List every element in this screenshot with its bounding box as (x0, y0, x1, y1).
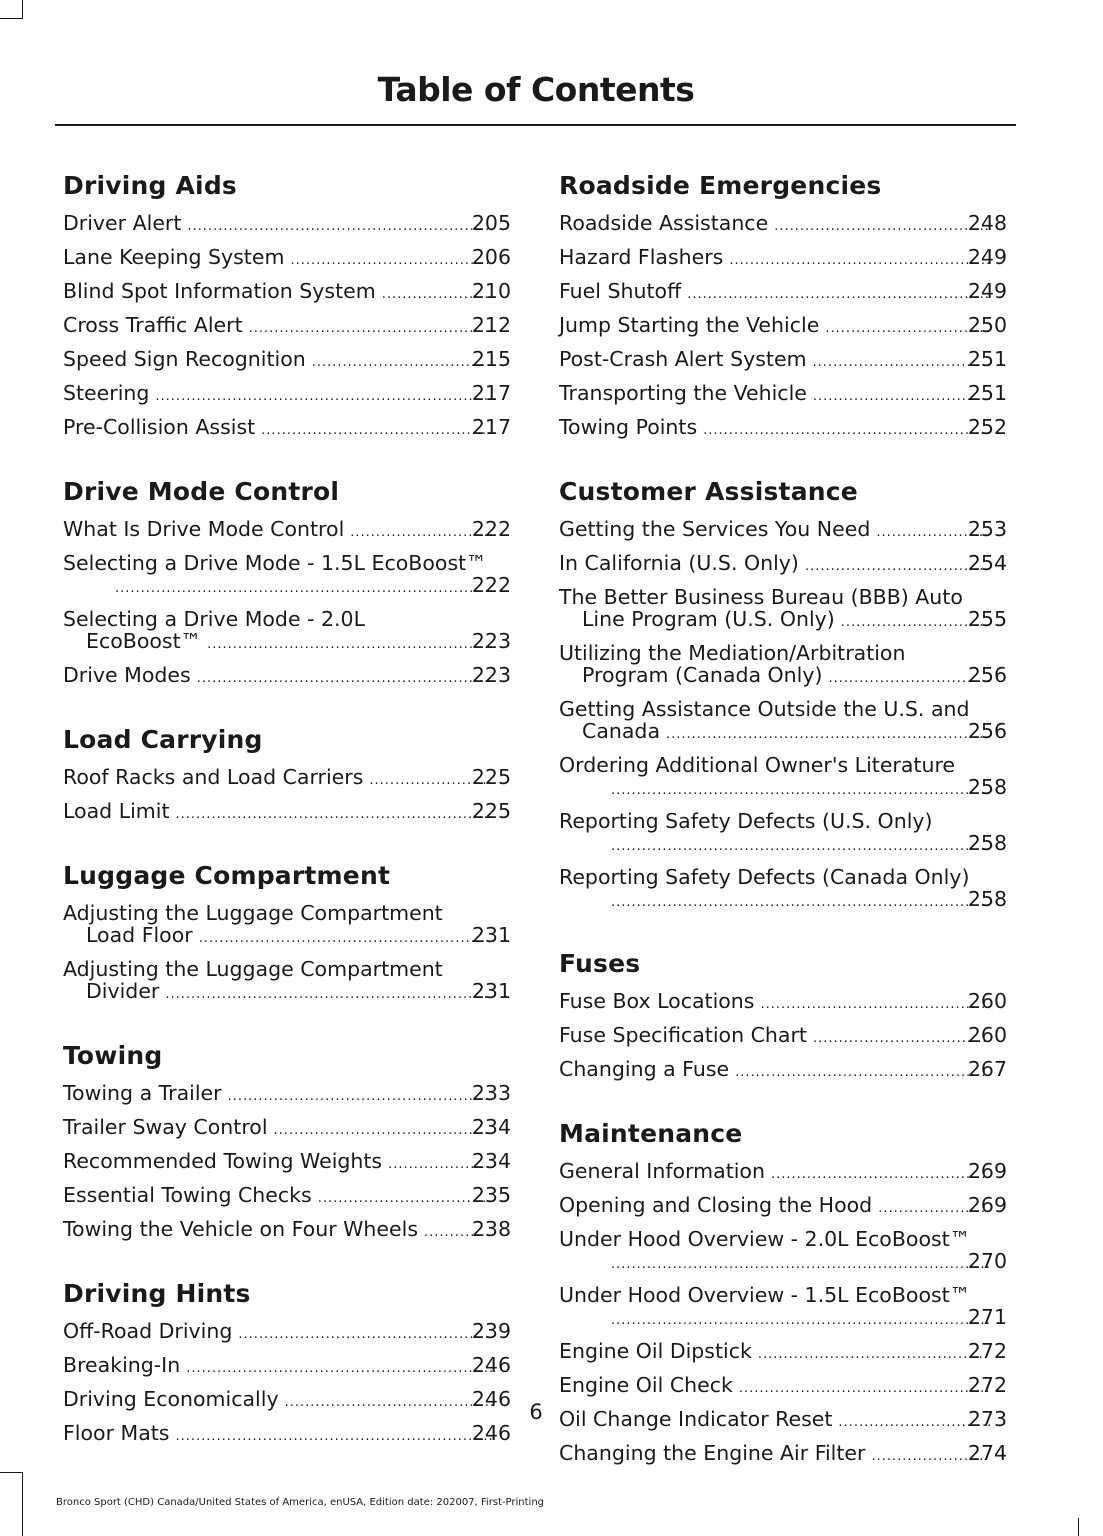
section-heading: Fuses (559, 949, 641, 978)
toc-entry[interactable] (63, 660, 511, 694)
toc-entry[interactable] (63, 1078, 511, 1112)
toc-entry[interactable] (63, 1316, 511, 1350)
toc-entry[interactable] (559, 582, 1007, 638)
toc-entry-row (63, 1421, 511, 1448)
toc-entry-row (559, 279, 1007, 306)
toc-entry-row (63, 211, 511, 238)
title-rule (55, 124, 1016, 126)
toc-page-number: 271 (967, 1305, 1007, 1329)
section-heading: Maintenance (559, 1119, 743, 1148)
toc-entry-row (559, 1159, 1007, 1186)
toc-entry[interactable] (63, 242, 511, 276)
toc-entry-row (559, 245, 1007, 272)
dot-leader (199, 928, 494, 950)
toc-entry-row (63, 1217, 511, 1244)
toc-section (559, 168, 1007, 446)
toc-entry-label: Adjusting the Luggage Compartment (63, 957, 443, 981)
crop-mark-bottom-left-h (0, 1472, 22, 1473)
toc-page-number: 253 (967, 517, 1007, 541)
toc-entry-label: Floor Mats (63, 1421, 170, 1445)
toc-page-number: 258 (967, 775, 1007, 799)
toc-entry-row (63, 799, 511, 826)
toc-entry[interactable] (559, 1156, 1007, 1190)
toc-entry[interactable] (559, 694, 1007, 750)
toc-entry-row (582, 1306, 1007, 1332)
toc-page-number: 272 (967, 1339, 1007, 1363)
toc-entry-row (63, 1149, 511, 1176)
toc-entry-row (559, 989, 1007, 1016)
toc-entry-label: Roadside Assistance (559, 211, 769, 235)
dot-leader (771, 1164, 990, 1186)
dot-leader (318, 1188, 494, 1210)
toc-entry-label: What Is Drive Mode Control (63, 517, 345, 541)
section-heading: Luggage Compartment (63, 861, 391, 890)
toc-entry-row (559, 1339, 1007, 1366)
toc-entry-label: Cross Traffic Alert (63, 313, 243, 337)
toc-entry-row (582, 608, 1007, 634)
toc-entry-row (63, 279, 511, 306)
toc-entry-label: Reporting Safety Defects (Canada Only) (559, 865, 970, 889)
section-heading: Load Carrying (63, 725, 263, 754)
toc-entry-label: Fuse Box Locations (559, 989, 755, 1013)
toc-page-number: 248 (967, 211, 1007, 235)
toc-entry[interactable] (559, 276, 1007, 310)
toc-entry-label: Driver Alert (63, 211, 182, 235)
dot-leader (760, 994, 989, 1016)
toc-entry-label: Jump Starting the Vehicle (559, 313, 820, 337)
toc-entry[interactable] (559, 514, 1007, 548)
toc-entry[interactable] (559, 1336, 1007, 1370)
toc-entry-label: Towing a Trailer (63, 1081, 222, 1105)
toc-page-number: 246 (471, 1353, 511, 1377)
toc-entry-label: Off-Road Driving (63, 1319, 233, 1343)
toc-entry[interactable] (63, 1112, 511, 1146)
toc-page-number: 225 (471, 799, 511, 823)
page-title: Table of Contents (377, 70, 695, 109)
crop-mark-bottom-right-v (1078, 1518, 1079, 1536)
toc-entry-label: Towing Points (559, 415, 698, 439)
dot-leader (703, 420, 990, 442)
toc-page-number: 233 (471, 1081, 511, 1105)
toc-page-number: 252 (967, 415, 1007, 439)
toc-entry-label: Speed Sign Recognition (63, 347, 306, 371)
toc-entry[interactable] (63, 604, 511, 660)
toc-entry-row (559, 381, 1007, 408)
toc-page-number: 217 (471, 415, 511, 439)
toc-entry[interactable] (559, 1224, 1007, 1280)
toc-entry-label: Changing a Fuse (559, 1057, 730, 1081)
toc-page-number: 274 (967, 1441, 1007, 1465)
toc-entry-label: Program (Canada Only) (582, 663, 823, 687)
dot-leader (611, 836, 990, 858)
toc-entry-label: Hazard Flashers (559, 245, 724, 269)
section-heading: Roadside Emergencies (559, 171, 882, 200)
toc-page-number: 256 (967, 663, 1007, 687)
toc-entry-label: Changing the Engine Air Filter (559, 1441, 866, 1465)
dot-leader (739, 1378, 990, 1400)
toc-entry-label: Line Program (U.S. Only) (582, 607, 835, 631)
footer-edition: Bronco Sport (CHD) Canada/United States of America, enUSA, Edition date: 202007, First-Printing (56, 1497, 545, 1508)
dot-leader (825, 318, 990, 340)
section-heading: Drive Mode Control (63, 477, 340, 506)
section-heading: Towing (63, 1041, 163, 1070)
toc-page-number: 215 (471, 347, 511, 371)
dot-leader (228, 1086, 494, 1108)
toc-entry-row (559, 1193, 1007, 1220)
toc-entry-row (582, 776, 1007, 802)
toc-entry-row (63, 765, 511, 792)
dot-leader (175, 1426, 493, 1448)
toc-page-number: 235 (471, 1183, 511, 1207)
toc-entry[interactable] (63, 548, 511, 604)
toc-section (63, 474, 511, 694)
dot-leader (758, 1344, 990, 1366)
toc-page-number: 212 (471, 313, 511, 337)
toc-entry[interactable] (63, 310, 511, 344)
dot-leader (207, 634, 494, 656)
dot-leader (249, 318, 494, 340)
toc-entry-row (559, 211, 1007, 238)
toc-entry-label: Under Hood Overview - 1.5L EcoBoost™ (559, 1283, 971, 1307)
toc-page-number: 270 (967, 1249, 1007, 1273)
toc-entry-row (63, 415, 511, 442)
toc-section (559, 946, 1007, 1088)
toc-entry[interactable] (559, 344, 1007, 378)
toc-entry-row (559, 1057, 1007, 1084)
toc-right-column (559, 168, 1007, 1500)
dot-leader (115, 578, 494, 600)
toc-entry[interactable] (559, 638, 1007, 694)
toc-entry-label: Fuse Specification Chart (559, 1023, 807, 1047)
toc-entry[interactable] (63, 514, 511, 548)
dot-leader (197, 668, 494, 690)
toc-entry[interactable] (559, 1280, 1007, 1336)
dot-leader (176, 804, 494, 826)
toc-section (63, 722, 511, 830)
toc-page-number: 222 (471, 573, 511, 597)
toc-entry-row (582, 832, 1007, 858)
toc-page-number: 273 (967, 1407, 1007, 1431)
toc-page-number: 260 (967, 1023, 1007, 1047)
toc-entry-row (63, 1081, 511, 1108)
dot-leader (813, 386, 990, 408)
toc-page-number: 210 (471, 279, 511, 303)
toc-entry-row (582, 888, 1007, 914)
dot-leader (729, 250, 990, 272)
toc-entry-label: Trailer Sway Control (63, 1115, 268, 1139)
toc-page-number: 246 (471, 1421, 511, 1445)
toc-entry-row (86, 574, 511, 600)
toc-page-number: 225 (471, 765, 511, 789)
toc-entry-row (559, 1373, 1007, 1400)
toc-entry[interactable] (559, 986, 1007, 1020)
toc-entry-label: Getting the Services You Need (559, 517, 871, 541)
toc-entry[interactable] (559, 412, 1007, 446)
toc-section (63, 168, 511, 446)
toc-section (559, 474, 1007, 918)
toc-entry-row (582, 1250, 1007, 1276)
toc-entry-row (63, 1115, 511, 1142)
dot-leader (165, 984, 493, 1006)
toc-entry-label: Driving Economically (63, 1387, 279, 1411)
toc-entry[interactable] (63, 762, 511, 796)
toc-page-number: 269 (967, 1193, 1007, 1217)
toc-entry-label: Under Hood Overview - 2.0L EcoBoost™ (559, 1227, 971, 1251)
toc-entry-row (63, 663, 511, 690)
toc-page-number: 249 (967, 245, 1007, 269)
toc-entry-row (86, 924, 511, 950)
toc-entry[interactable] (559, 1054, 1007, 1088)
toc-entry-label: Drive Modes (63, 663, 191, 687)
toc-entry[interactable] (63, 1214, 511, 1248)
toc-entry-label: Oil Change Indicator Reset (559, 1407, 833, 1431)
toc-entry-label: Opening and Closing the Hood (559, 1193, 873, 1217)
toc-entry[interactable] (559, 1370, 1007, 1404)
section-heading: Driving Aids (63, 171, 238, 200)
toc-entry-label: Divider (86, 979, 160, 1003)
toc-entry[interactable] (559, 242, 1007, 276)
toc-page-number: 206 (471, 245, 511, 269)
toc-entry-row (559, 551, 1007, 578)
toc-entry-row (582, 664, 1007, 690)
dot-leader (611, 1254, 990, 1276)
dot-leader (274, 1120, 494, 1142)
toc-page-number: 249 (967, 279, 1007, 303)
toc-entry-row (63, 1319, 511, 1346)
toc-page-number: 231 (471, 979, 511, 1003)
toc-left-column (63, 168, 511, 1480)
toc-entry-row (63, 313, 511, 340)
toc-entry[interactable] (63, 954, 511, 1010)
toc-entry[interactable] (63, 796, 511, 830)
dot-leader (155, 386, 493, 408)
dot-leader (290, 250, 493, 272)
toc-entry-row (86, 630, 511, 656)
toc-entry-label: Canada (582, 719, 661, 743)
toc-page-number: 239 (471, 1319, 511, 1343)
toc-entry-label: Breaking-In (63, 1353, 181, 1377)
toc-entry-row (63, 245, 511, 272)
toc-entry[interactable] (63, 378, 511, 412)
toc-entry-row (63, 517, 511, 544)
toc-entry-label: EcoBoost™ (86, 629, 202, 653)
crop-mark-top-left-v (22, 0, 23, 19)
toc-page-number: 223 (471, 663, 511, 687)
toc-entry-label: Ordering Additional Owner's Literature (559, 753, 956, 777)
toc-entry-label: In California (U.S. Only) (559, 551, 799, 575)
section-heading: Customer Assistance (559, 477, 858, 506)
toc-page-number: 258 (967, 831, 1007, 855)
toc-page-number: 217 (471, 381, 511, 405)
toc-entry-row (559, 415, 1007, 442)
toc-entry-label: Selecting a Drive Mode - 2.0L (63, 607, 366, 631)
crop-mark-top-left-h (0, 18, 22, 19)
toc-page-number: 231 (471, 923, 511, 947)
toc-page-number: 251 (967, 381, 1007, 405)
toc-entry-row (559, 1441, 1007, 1468)
toc-page-number: 223 (471, 629, 511, 653)
toc-page-number: 246 (471, 1387, 511, 1411)
toc-entry[interactable] (63, 276, 511, 310)
toc-entry-label: Transporting the Vehicle (559, 381, 807, 405)
toc-entry-label: Adjusting the Luggage Compartment (63, 901, 443, 925)
toc-page-number: 234 (471, 1115, 511, 1139)
dot-leader (687, 284, 990, 306)
toc-entry[interactable] (63, 1350, 511, 1384)
toc-entry-label: Load Limit (63, 799, 170, 823)
dot-leader (186, 1358, 494, 1380)
dot-leader (735, 1062, 990, 1084)
toc-entry[interactable] (559, 862, 1007, 918)
toc-entry[interactable] (63, 898, 511, 954)
dot-leader (611, 1310, 990, 1332)
toc-entry-row (63, 1353, 511, 1380)
toc-entry[interactable] (559, 1190, 1007, 1224)
toc-entry-row (63, 381, 511, 408)
toc-page-number: 258 (967, 887, 1007, 911)
toc-entry-row (582, 720, 1007, 746)
toc-entry-label: Fuel Shutoff (559, 279, 682, 303)
toc-entry-label: Lane Keeping System (63, 245, 285, 269)
toc-entry-row (559, 313, 1007, 340)
dot-leader (187, 216, 493, 238)
toc-entry-row (63, 347, 511, 374)
toc-entry[interactable] (63, 344, 511, 378)
toc-entry[interactable] (559, 208, 1007, 242)
toc-page-number: 269 (967, 1159, 1007, 1183)
toc-entry-label: Getting Assistance Outside the U.S. and (559, 697, 970, 721)
dot-leader (261, 420, 494, 442)
toc-entry-label: Engine Oil Dipstick (559, 1339, 752, 1363)
toc-page-number: 254 (967, 551, 1007, 575)
dot-leader (829, 668, 990, 690)
toc-entry-label: Reporting Safety Defects (U.S. Only) (559, 809, 933, 833)
toc-page-number: 238 (471, 1217, 511, 1241)
toc-entry[interactable] (63, 412, 511, 446)
toc-entry-label: Load Floor (86, 923, 193, 947)
toc-page-number: 272 (967, 1373, 1007, 1397)
toc-entry-label: General Information (559, 1159, 765, 1183)
toc-entry-label: Steering (63, 381, 150, 405)
toc-page-number: 255 (967, 607, 1007, 631)
toc-entry-label: Pre-Collision Assist (63, 415, 256, 439)
toc-entry-label: Towing the Vehicle on Four Wheels (63, 1217, 419, 1241)
toc-entry-label: Blind Spot Information System (63, 279, 376, 303)
toc-entry-label: Utilizing the Mediation/Arbitration (559, 641, 906, 665)
dot-leader (774, 216, 990, 238)
dot-leader (666, 724, 990, 746)
toc-page-number: 222 (471, 517, 511, 541)
toc-entry-row (559, 517, 1007, 544)
toc-entry-label: Essential Towing Checks (63, 1183, 312, 1207)
dot-leader (611, 780, 990, 802)
toc-page-number: 250 (967, 313, 1007, 337)
toc-entry[interactable] (559, 548, 1007, 582)
toc-entry[interactable] (559, 1020, 1007, 1054)
toc-entry-label: The Better Business Bureau (BBB) Auto (559, 585, 963, 609)
toc-page-number: 260 (967, 989, 1007, 1013)
toc-entry[interactable] (559, 806, 1007, 862)
dot-leader (805, 556, 990, 578)
toc-entry[interactable] (559, 1438, 1007, 1472)
toc-page-number: 267 (967, 1057, 1007, 1081)
toc-entry-label: Roof Racks and Load Carriers (63, 765, 364, 789)
page-number: 6 (529, 1400, 543, 1424)
dot-leader (238, 1324, 494, 1346)
toc-entry[interactable] (559, 750, 1007, 806)
toc-entry-label: Engine Oil Check (559, 1373, 733, 1397)
toc-entry-row (559, 347, 1007, 374)
toc-entry[interactable] (559, 310, 1007, 344)
toc-page-number: 234 (471, 1149, 511, 1173)
dot-leader (611, 892, 990, 914)
dot-leader (813, 1028, 990, 1050)
toc-entry-label: Post-Crash Alert System (559, 347, 807, 371)
toc-entry[interactable] (559, 378, 1007, 412)
toc-entry-row (559, 1023, 1007, 1050)
dot-leader (312, 352, 494, 374)
toc-page-number: 205 (471, 211, 511, 235)
toc-entry[interactable] (63, 1180, 511, 1214)
toc-section (63, 858, 511, 1010)
toc-page-number: 256 (967, 719, 1007, 743)
toc-entry-label: Selecting a Drive Mode - 1.5L EcoBoost™ (63, 551, 487, 575)
toc-entry[interactable] (63, 1146, 511, 1180)
toc-section (63, 1038, 511, 1248)
toc-entry[interactable] (63, 208, 511, 242)
crop-mark-bottom-left-v (22, 1472, 23, 1536)
dot-leader (813, 352, 990, 374)
toc-entry-row (86, 980, 511, 1006)
section-heading: Driving Hints (63, 1279, 251, 1308)
toc-entry-label: Recommended Towing Weights (63, 1149, 383, 1173)
toc-entry-row (63, 1183, 511, 1210)
toc-section (63, 1276, 511, 1452)
toc-page-number: 251 (967, 347, 1007, 371)
